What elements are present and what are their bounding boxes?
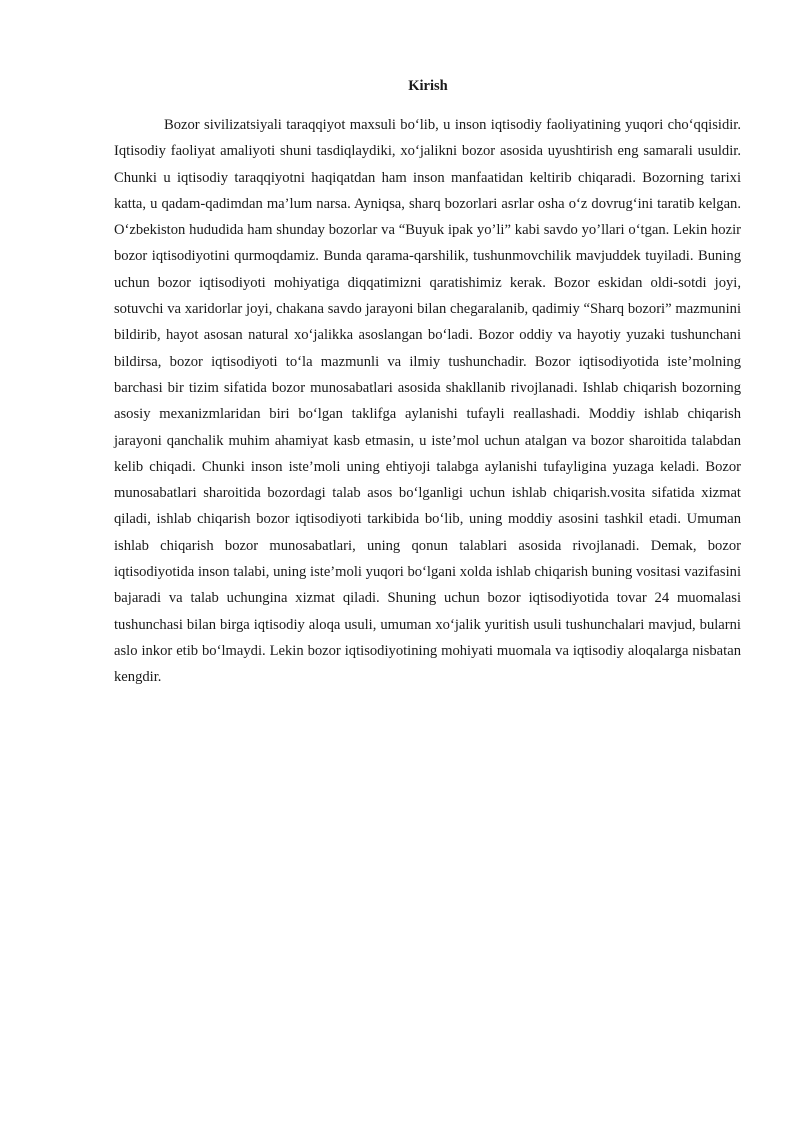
- page-title: Kirish: [408, 78, 448, 94]
- body-paragraph: Bozor sivilizatsiyali taraqqiyot maxsuli bo‘lib, u inson iqtisodiy faoliyatining yuqori cho‘qqisidir. Iqtisodiy faoliyat amaliyoti shuni tasdiqlaydiki, xo‘jalikni bozor asosida uyushtirish eng samarali usuldir. Chunki u iqtisodiy taraqqiyotni haqiqatdan ham inson manfaatidan keltirib chiqaradi. Bozorning tarixi katta, u qadam-qadimdan ma’lum narsa. Ayniqsa, sharq bozorlari asrlar osha o‘z dovrug‘ini taratib kelgan. O‘zbekiston hududida ham shunday bozorlar va “Buyuk ipak yo’li” kabi savdo yo’llari o‘tgan. Lekin hozir bozor iqtisodiyotini qurmoqdamiz. Bunda qarama-qarshilik, tushunmovchilik mavjuddek tuyiladi. Buning uchun bozor iqtisodiyoti mohiyatiga diqqatimizni qaratishimiz kerak. Bozor eskidan oldi-sotdi joyi, sotuvchi va xaridorlar joyi, chakana savdo jarayoni bilan chegaralanib, qadimiy “Sharq bozori” mazmunini bildirib, hayot asosan natural xo‘jalikka asoslangan bo‘ladi. Bozor oddiy va hayotiy yuzaki tushunchani bildirsa, bozor iqtisodiyoti to‘la mazmunli va ilmiy tushunchadir. Bozor iqtisodiyotida iste’molning barchasi bir tizim sifatida bozor munosabatlari asosida shakllanib rivojlanadi. Ishlab chiqarish bozorning asosiy mexanizmlaridan biri bo‘lgan taklifga aylanishi tufayli reallashadi. Moddiy ishlab chiqarish jarayoni qanchalik muhim ahamiyat kasb etmasin, u iste’mol uchun atalgan va bozor sharoitida talabdan kelib chiqadi. Chunki inson iste’moli uning ehtiyoji talabga aylanishi tufayligina yuzaga keladi. Bozor munosabatlari sharoitida bozordagi talab asos bo‘lganligi uchun ishlab chiqarish.vosita sifatida xizmat qiladi, ishlab chiqarish bozor iqtisodiyoti tarkibida bo‘lib, uning moddiy asosini tashkil etadi. Umuman ishlab chiqarish bozor munosabatlari, uning qonun talablari asosida rivojlanadi. Demak, bozor iqtisodiyotida inson talabi, uning iste’moli yuqori bo‘lgani xolda ishlab chiqarish buning vositasi vazifasini bajaradi va talab uchungina xizmat qiladi. Shuning uchun bozor iqtisodiyotida tovar 24 muomalasi tushunchasi bilan birga iqtisodiy aloqa usuli, umuman xo‘jalik yuritish usuli tushunchalari mavjud, bularni aslo inkor etib bo‘lmaydi. Lekin bozor iqtisodiyotining mohiyati muomala va iqtisodiy aloqalarga nisbatan kengdir.: [114, 117, 741, 686]
